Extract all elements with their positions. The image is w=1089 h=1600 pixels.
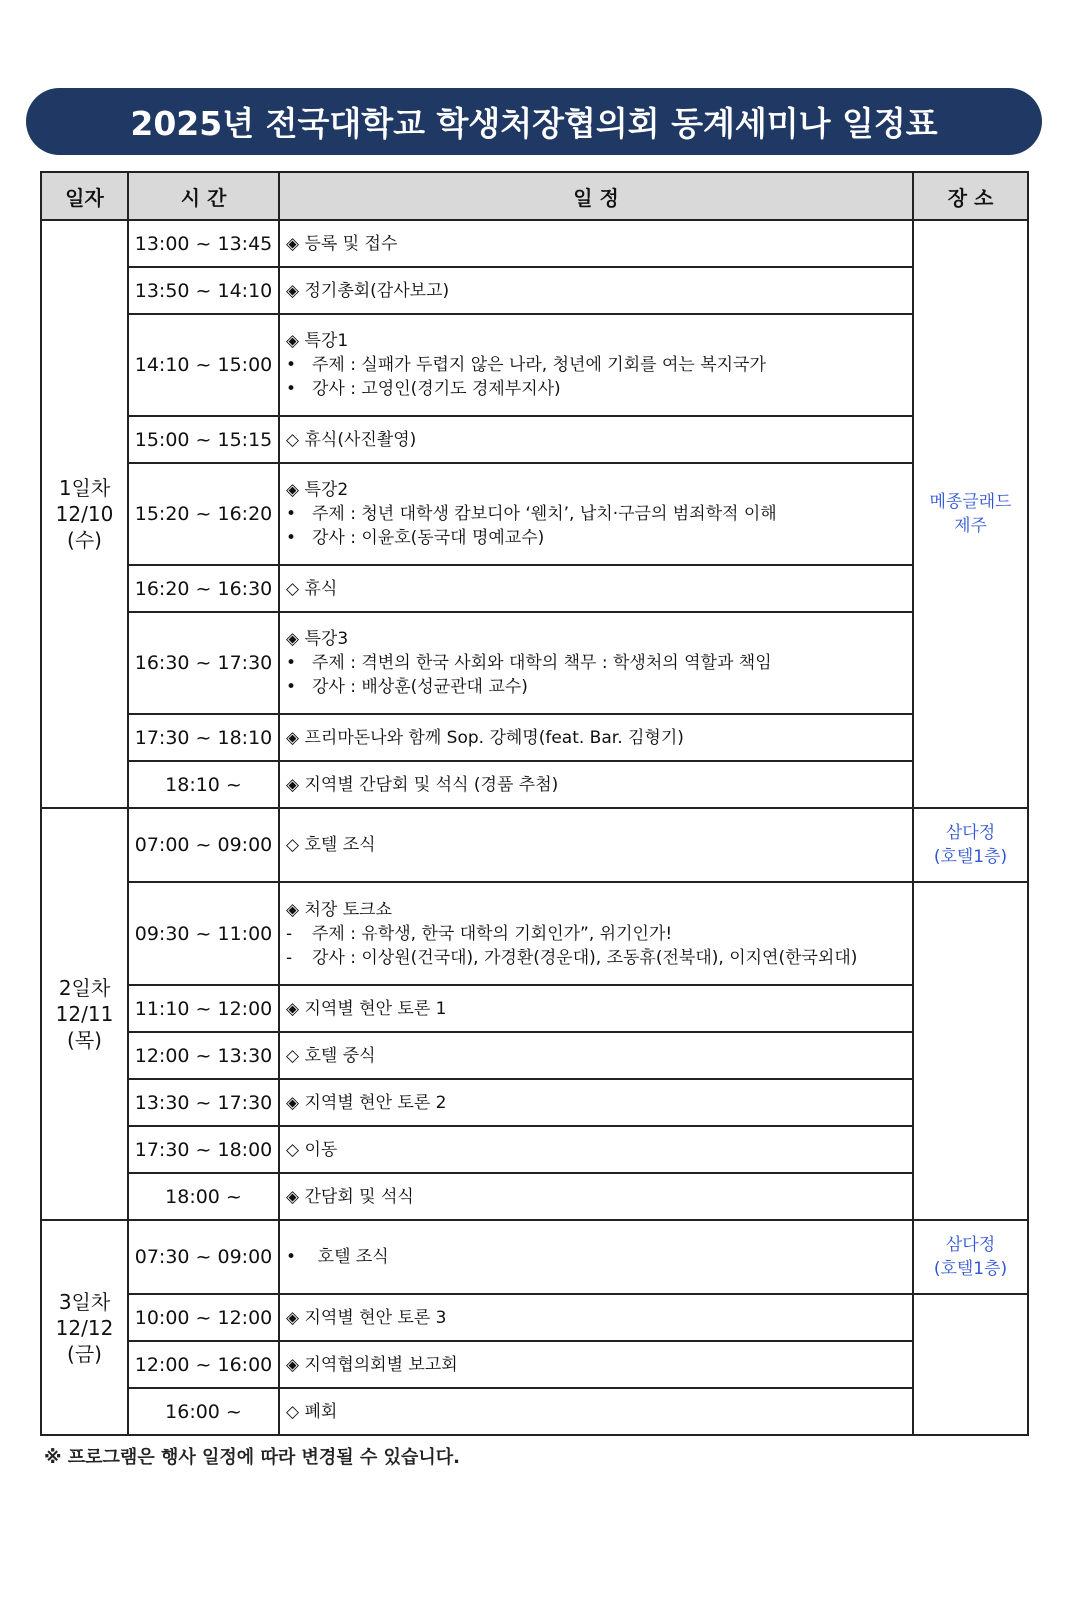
event-cell (279, 714, 913, 761)
header-place: 장 소 (913, 172, 1028, 220)
table-row (41, 267, 1028, 314)
bullet-marker: • (286, 677, 297, 697)
event-title: ◇ 폐회 (286, 1401, 338, 1422)
event-title: ◇ 휴식 (286, 578, 338, 599)
event-speaker (286, 377, 912, 401)
page-title: 2025년 전국대학교 학생처장협의회 동계세미나 일정표 (26, 88, 1042, 155)
table-row (41, 1126, 1028, 1173)
place-line2: 제주 (954, 516, 987, 536)
event-cell (279, 416, 913, 463)
time-cell: 16:20 ~ 16:30 (128, 565, 279, 612)
place-line1: 삼다정 (945, 823, 996, 843)
event-topic (286, 922, 912, 946)
place-line2: (호텔1층) (933, 1259, 1008, 1279)
event-title: ◈ 지역별 현안 토론 1 (286, 998, 447, 1019)
event-title: ◈ 지역협의회별 보고회 (286, 1354, 458, 1375)
event-title: ◈ 특강3 (286, 629, 349, 649)
event-speaker (286, 526, 912, 550)
event-title: ◈ 처장 토크쇼 (286, 899, 392, 920)
day-date: 12/12 (55, 1315, 114, 1340)
event-cell (279, 1388, 913, 1435)
event-cell (279, 267, 913, 314)
place-cell (913, 1220, 1028, 1294)
place-cell (913, 808, 1028, 882)
table-row (41, 1388, 1028, 1435)
table-row (41, 761, 1028, 808)
day-label: 1일차 (58, 476, 111, 500)
time-cell: 17:30 ~ 18:00 (128, 1126, 279, 1173)
table-row (41, 714, 1028, 761)
day-weekday: (목) (67, 1028, 102, 1052)
event-cell (279, 1294, 913, 1341)
event-cell (279, 1032, 913, 1079)
event-cell (279, 314, 913, 416)
bullet-marker: • (286, 528, 297, 548)
day-cell (41, 1220, 128, 1435)
place-cell (913, 220, 1028, 808)
event-cell (279, 1220, 913, 1294)
time-cell: 07:00 ~ 09:00 (128, 808, 279, 882)
time-cell: 14:10 ~ 15:00 (128, 314, 279, 416)
time-cell: 13:30 ~ 17:30 (128, 1079, 279, 1126)
bullet-marker: • (286, 653, 297, 673)
event-title: • 호텔 조식 (286, 1247, 389, 1267)
event-title: ◈ 지역별 간담회 및 석식 (경품 추첨) (286, 774, 559, 795)
table-row (41, 1173, 1028, 1220)
dash-marker: - (286, 947, 293, 968)
bullet-marker: • (286, 504, 297, 524)
event-cell (279, 1126, 913, 1173)
event-cell (279, 882, 913, 985)
event-speaker-text: 강사 : 고영인(경기도 경제부지사) (312, 379, 561, 399)
time-cell: 13:00 ~ 13:45 (128, 220, 279, 267)
event-topic (286, 502, 912, 526)
table-row (41, 463, 1028, 565)
table-row (41, 882, 1028, 985)
event-topic-text: 주제 : 격변의 한국 사회와 대학의 책무 : 학생처의 역할과 책임 (312, 653, 772, 673)
event-title: ◇ 호텔 조식 (286, 835, 376, 855)
event-cell (279, 612, 913, 714)
event-title: ◈ 지역별 현안 토론 2 (286, 1092, 447, 1113)
bullet-marker: • (286, 355, 297, 375)
event-topic (286, 353, 912, 377)
day-weekday: (금) (67, 1341, 102, 1366)
event-topic-text: 주제 : 유학생, 한국 대학의 기회인가”, 위기인가! (312, 923, 673, 944)
day-cell (41, 808, 128, 1220)
schedule-table (40, 171, 1029, 1436)
event-speaker-text: 강사 : 배상훈(성균관대 교수) (312, 677, 528, 697)
event-topic-text: 주제 : 청년 대학생 캄보디아 ‘웬치’, 납치·구금의 범죄학적 이해 (312, 504, 777, 524)
time-cell: 18:10 ~ (128, 761, 279, 808)
time-cell: 15:20 ~ 16:20 (128, 463, 279, 565)
day-weekday: (수) (67, 528, 102, 552)
event-title: ◈ 등록 및 접수 (286, 233, 398, 254)
day-label: 3일차 (58, 1289, 111, 1314)
dash-marker: - (286, 923, 293, 944)
event-cell (279, 761, 913, 808)
time-cell: 07:30 ~ 09:00 (128, 1220, 279, 1294)
event-title: ◈ 프리마돈나와 함께 Sop. 강혜명(feat. Bar. 김형기) (286, 727, 684, 748)
event-topic (286, 651, 912, 675)
table-row (41, 1032, 1028, 1079)
event-speaker (286, 675, 912, 699)
event-title: ◈ 정기총회(감사보고) (286, 280, 450, 301)
event-title: ◇ 호텔 중식 (286, 1045, 376, 1066)
event-cell (279, 1341, 913, 1388)
table-row (41, 808, 1028, 882)
time-cell: 13:50 ~ 14:10 (128, 267, 279, 314)
header-time: 시 간 (128, 172, 279, 220)
time-cell: 11:10 ~ 12:00 (128, 985, 279, 1032)
table-row (41, 220, 1028, 267)
place-line1: 삼다정 (945, 1235, 996, 1255)
table-row (41, 565, 1028, 612)
event-cell (279, 220, 913, 267)
event-title: ◈ 간담회 및 석식 (286, 1186, 414, 1207)
time-cell: 15:00 ~ 15:15 (128, 416, 279, 463)
time-cell: 17:30 ~ 18:10 (128, 714, 279, 761)
time-cell: 12:00 ~ 16:00 (128, 1341, 279, 1388)
event-cell (279, 808, 913, 882)
table-row (41, 1294, 1028, 1341)
day-date: 12/11 (55, 1002, 114, 1026)
event-title: ◈ 특강2 (286, 480, 349, 500)
table-row (41, 416, 1028, 463)
event-title: ◈ 지역별 현안 토론 3 (286, 1307, 447, 1328)
event-cell (279, 1079, 913, 1126)
table-row (41, 314, 1028, 416)
place-line1: 메종글래드 (929, 492, 1012, 512)
time-cell: 12:00 ~ 13:30 (128, 1032, 279, 1079)
table-row (41, 1341, 1028, 1388)
event-cell (279, 463, 913, 565)
time-cell: 16:00 ~ (128, 1388, 279, 1435)
event-speaker-text: 강사 : 이윤호(동국대 명예교수) (312, 528, 545, 548)
place-cell-empty (913, 1294, 1028, 1435)
header-date: 일자 (41, 172, 128, 220)
event-title: ◈ 특강1 (286, 331, 349, 351)
time-cell: 18:00 ~ (128, 1173, 279, 1220)
footnote: ※ 프로그램은 행사 일정에 따라 변경될 수 있습니다. (44, 1447, 460, 1468)
place-cell-empty (913, 882, 1028, 1220)
event-cell (279, 1173, 913, 1220)
event-title: ◇ 휴식(사진촬영) (286, 429, 417, 450)
event-speaker (286, 946, 912, 970)
table-row (41, 1079, 1028, 1126)
bullet-marker: • (286, 379, 297, 399)
place-line2: (호텔1층) (933, 847, 1008, 867)
table-row (41, 985, 1028, 1032)
day-cell (41, 220, 128, 808)
event-cell (279, 985, 913, 1032)
table-row (41, 1220, 1028, 1294)
event-cell (279, 565, 913, 612)
event-topic-text: 주제 : 실패가 두렵지 않은 나라, 청년에 기회를 여는 복지국가 (312, 355, 766, 375)
day-date: 12/10 (55, 502, 114, 526)
header-row (41, 172, 1028, 220)
time-cell: 09:30 ~ 11:00 (128, 882, 279, 985)
time-cell: 10:00 ~ 12:00 (128, 1294, 279, 1341)
event-speaker-text: 강사 : 이상원(건국대), 가경환(경운대), 조동휴(전북대), 이지연(한국외대) (312, 947, 858, 968)
event-title: ◇ 이동 (286, 1139, 338, 1160)
header-program: 일 정 (279, 172, 913, 220)
time-cell: 16:30 ~ 17:30 (128, 612, 279, 714)
day-label: 2일차 (58, 976, 111, 1000)
table-row (41, 612, 1028, 714)
